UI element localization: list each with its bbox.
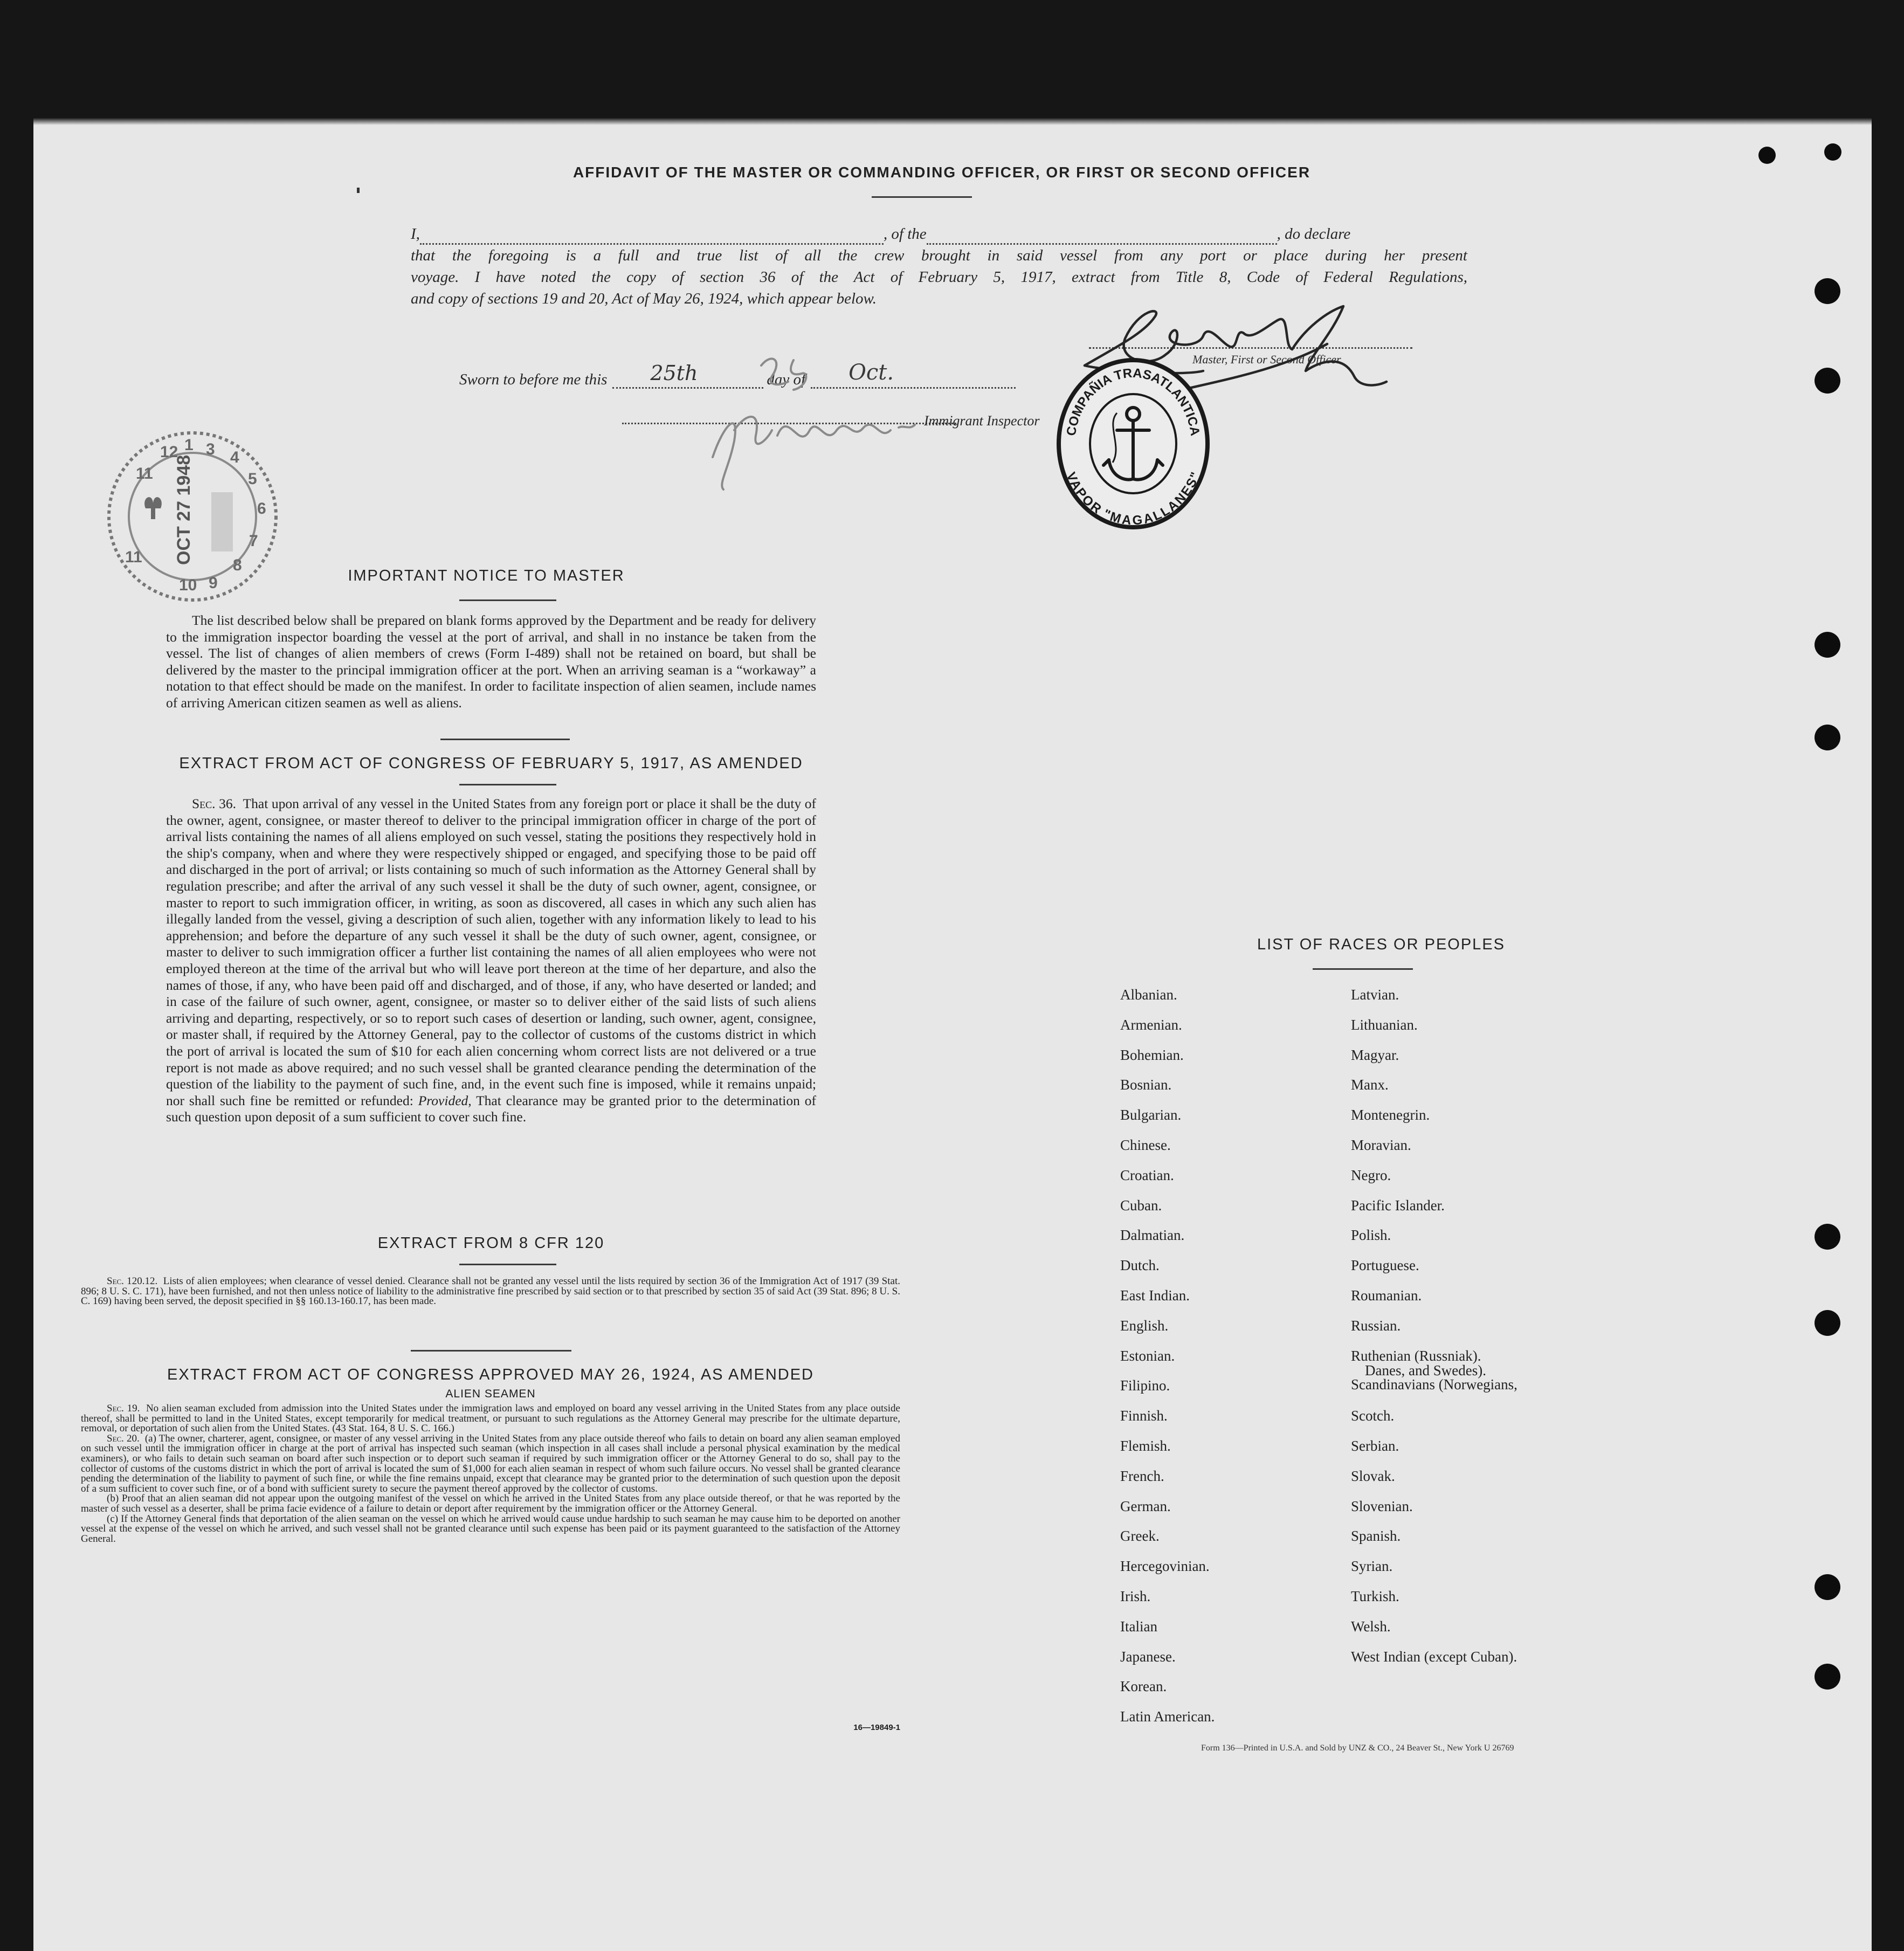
affidavit-title-rule bbox=[872, 196, 972, 198]
sec-19-text bbox=[81, 1404, 900, 1434]
race-item: East Indian. bbox=[1120, 1287, 1190, 1304]
vessel-name-line bbox=[927, 231, 1277, 245]
printer-imprint: Form 136—Printed in U.S.A. and Sold by UNZ & CO., 24 Beaver St., New York U 26769 bbox=[1201, 1743, 1514, 1753]
race-item: Irish. bbox=[1120, 1588, 1151, 1604]
ship-seal bbox=[1052, 355, 1214, 533]
race-item: Scandinavians (Norwegians, bbox=[1351, 1376, 1517, 1393]
race-item: Chinese. bbox=[1120, 1137, 1171, 1153]
punch-hole bbox=[1815, 1310, 1840, 1336]
vessel-prefix: , of the bbox=[883, 225, 927, 243]
svg-text:1: 1 bbox=[184, 436, 194, 454]
extract-1917-title: EXTRACT FROM ACT OF CONGRESS OF FEBRUARY 5, 1917, AS AMENDED bbox=[179, 755, 803, 772]
punch-hole bbox=[1815, 278, 1840, 304]
race-item: Turkish. bbox=[1351, 1588, 1399, 1604]
notice-text: The list described below shall be prepared on blank forms approved by the Department and be ready for delivery to the immigration inspector boarding the vessel at the port of arrival, and shall in no instance be taken from the vessel. The list of changes of alien members of crews (Form I-489) shall not be retained on board, but shall be delivered by the master to the principal immigration officer at the port. When an arriving seaman is a “workaway” a notation to that effect should be made on the manifest. In order to facilitate inspection of alien seamen, include names of arriving American citizen seamen as well as aliens. bbox=[166, 612, 816, 711]
sections-19-20 bbox=[81, 1404, 900, 1544]
svg-text:6: 6 bbox=[257, 500, 266, 518]
seal-bottom-text: VAPOR "MAGALLANES" bbox=[1063, 470, 1203, 528]
race-item: Bulgarian. bbox=[1120, 1107, 1182, 1123]
alien-seamen-subtitle: ALIEN SEAMEN bbox=[445, 1388, 536, 1400]
inspector-caption: Immigrant Inspector bbox=[924, 413, 1040, 429]
declarant-prefix: I, bbox=[411, 225, 420, 243]
race-item: Croatian. bbox=[1120, 1167, 1174, 1183]
extract-cfr-end-rule bbox=[411, 1350, 571, 1352]
extract-1924-title: EXTRACT FROM ACT OF CONGRESS APPROVED MAY 26, 1924, AS AMENDED bbox=[167, 1366, 814, 1383]
svg-text:10: 10 bbox=[179, 576, 197, 594]
declare-suffix: , do declare bbox=[1277, 225, 1351, 243]
sworn-month-value: Oct. bbox=[848, 360, 894, 385]
notice-rule bbox=[459, 599, 556, 601]
race-item: Pacific Islander. bbox=[1351, 1197, 1445, 1214]
race-item: Albanian. bbox=[1120, 987, 1177, 1003]
affidavit-first-line bbox=[411, 223, 1467, 245]
provided-label: Provided, bbox=[418, 1092, 472, 1108]
race-item: Magyar. bbox=[1351, 1046, 1399, 1063]
svg-text:8: 8 bbox=[233, 556, 242, 574]
race-item: Russian. bbox=[1351, 1317, 1401, 1334]
race-item: Danes, and Swedes). bbox=[1365, 1362, 1486, 1379]
race-item: Portuguese. bbox=[1351, 1257, 1419, 1274]
seal-top-text: COMPAÑIA TRASATLANTICA bbox=[1064, 366, 1203, 437]
race-item: Roumanian. bbox=[1351, 1287, 1422, 1304]
sec-20-label: Sec. 20. bbox=[107, 1432, 140, 1444]
race-item: Cuban. bbox=[1120, 1197, 1162, 1214]
races-rule bbox=[1313, 968, 1413, 970]
document-page bbox=[33, 118, 1872, 1951]
race-item: Japanese. bbox=[1120, 1648, 1176, 1665]
punch-hole bbox=[1758, 147, 1776, 164]
race-item: Italian bbox=[1120, 1618, 1157, 1635]
race-item: Slovak. bbox=[1351, 1467, 1395, 1484]
race-item: Latin American. bbox=[1120, 1708, 1215, 1725]
punch-hole bbox=[1824, 143, 1841, 161]
race-item: Armenian. bbox=[1120, 1016, 1182, 1033]
race-item: Welsh. bbox=[1351, 1618, 1391, 1635]
notice-title: IMPORTANT NOTICE TO MASTER bbox=[348, 567, 625, 584]
race-item: Syrian. bbox=[1351, 1558, 1393, 1575]
received-stamp bbox=[104, 428, 287, 605]
race-item: Flemish. bbox=[1120, 1438, 1171, 1454]
declarant-name-line bbox=[420, 231, 884, 245]
fleur-icon bbox=[144, 497, 162, 519]
sec-20-b-text: (b) Proof that an alien seaman did not appear upon the outgoing manifest of the vessel on which he arrived in the United States from any place outside thereof, or that he was reported by the master of such vessel as a deserter, shall be prima facie evidence of a failure to detain or deport after requirement by the immigration officer or the Attorney General. bbox=[81, 1493, 900, 1514]
svg-text:12: 12 bbox=[160, 443, 178, 461]
race-item: Lithuanian. bbox=[1351, 1016, 1418, 1033]
race-item: Ruthenian (Russniak). bbox=[1351, 1347, 1481, 1364]
day-handwriting bbox=[756, 349, 820, 398]
affidavit-title: AFFIDAVIT OF THE MASTER OR COMMANDING OFFICER, OR FIRST OR SECOND OFFICER bbox=[572, 164, 1311, 181]
provided-text: That clearance may be granted prior to the determination of such question upon deposit of a sum sufficient to cover such fine. bbox=[166, 1092, 817, 1125]
master-caption: Master, First or Second Officer. bbox=[1192, 353, 1343, 366]
svg-text:5: 5 bbox=[248, 470, 257, 488]
race-item: Serbian. bbox=[1351, 1438, 1399, 1454]
inspector-signature bbox=[702, 376, 939, 495]
race-item: Filipino. bbox=[1120, 1377, 1170, 1394]
race-item: Dutch. bbox=[1120, 1257, 1160, 1274]
sec-36-text bbox=[166, 796, 816, 1126]
sec-120-text bbox=[81, 1277, 900, 1307]
sec-36-label: Sec. 36. bbox=[192, 796, 236, 811]
race-item: German. bbox=[1120, 1498, 1171, 1514]
race-item: Slovenian. bbox=[1351, 1498, 1413, 1514]
race-item: Bohemian. bbox=[1120, 1046, 1184, 1063]
affidavit-line-2: voyage. I have noted the copy of section 36 of the Act of February 5, 1917, extract from Title 8, Code of Federal Regulations, bbox=[411, 268, 1467, 286]
race-item: Greek. bbox=[1120, 1528, 1160, 1545]
race-item: Montenegrin. bbox=[1351, 1107, 1430, 1123]
race-item: West Indian (except Cuban). bbox=[1351, 1648, 1517, 1665]
race-item: Latvian. bbox=[1351, 987, 1399, 1003]
affidavit-line-3: and copy of sections 19 and 20, Act of May 26, 1924, which appear below. bbox=[411, 290, 877, 307]
svg-text:7: 7 bbox=[249, 532, 258, 550]
sec-120-body: Lists of alien employees; when clearance of vessel denied. Clearance shall not be granted any vessel until the lists required by section 36 of the Immigration Act of 1917 (39 Stat. 896; 8 U. S. C. 171), have been furnished, and not then unless notice of liability to the administrative fine prescribed by said section or to that prescribed by section 35 of said Act (39 Stat. 896; 8 U. S. C. 169) having been served, the deposit specified in §§ 160.13-160.17, has been made. bbox=[81, 1276, 900, 1307]
notice-end-rule bbox=[440, 739, 570, 740]
punch-hole bbox=[1815, 725, 1840, 750]
race-item: Manx. bbox=[1351, 1077, 1389, 1093]
punch-hole bbox=[1815, 1224, 1840, 1250]
svg-text:4: 4 bbox=[230, 449, 239, 466]
extract-cfr-title: EXTRACT FROM 8 CFR 120 bbox=[377, 1235, 605, 1252]
affidavit-line-1: that the foregoing is a full and true list of all the crew brought in said vessel from any port or place during her present bbox=[411, 247, 1467, 264]
extract-cfr-rule bbox=[459, 1264, 556, 1265]
race-item: Negro. bbox=[1351, 1167, 1391, 1183]
sec-19-body: No alien seaman excluded from admission into the United States under the immigration laws and employed on board any vessel arriving in the United States from any place outside thereof, shall be permitted to land in the United States, except temporarily for medical treatment, or pursuant to such regulations as the Attorney General may prescribe for the ultimate departure, removal, or deportation of such alien from the United States. (43 Stat. 164, 8 U. S. C. 166.) bbox=[81, 1403, 900, 1435]
svg-text:11: 11 bbox=[136, 465, 153, 482]
sworn-day-value: 25th bbox=[650, 361, 698, 385]
sec-120-label: Sec. 120.12. bbox=[107, 1276, 158, 1287]
extract-1917-rule bbox=[459, 784, 556, 785]
race-item: French. bbox=[1120, 1467, 1164, 1484]
race-item: Polish. bbox=[1351, 1227, 1391, 1244]
svg-text:11: 11 bbox=[125, 548, 142, 566]
punch-hole bbox=[1815, 632, 1840, 658]
punch-hole bbox=[1815, 1574, 1840, 1600]
sworn-prefix: Sworn to before me this bbox=[459, 371, 608, 388]
sec-36-body: That upon arrival of any vessel in the United States from any foreign port or place it shall be the duty of the owner, agent, consignee, or master thereof to deliver to the principal immigration officer in charge of the port of arrival lists containing the names of all aliens employed on such vessel, stating the positions they respectively hold in the ship's company, when and where they were respectively shipped or engaged, and specifying those to be paid off and discharged in the port of arrival; or lists containing so much of such information as the Attorney General shall by regulation prescribe; and after the arrival of any such vessel it shall be the duty of such owner, agent, consignee, or master to report to such immigration officer, in writing, as soon as discovered, all cases in which any such alien has illegally landed from the vessel, giving a description of such alien, together with any information likely to lead to his apprehension; and before the departure of any such vessel it shall be the duty of such owner, agent, consignee, or master to deliver to such immigration officer a further list containing the names of all alien employees who were not employed thereon at the time of the arrival but who will leave port thereon at the time of her departure, and also the names of those, if any, who have been paid off and discharged, and of those, if any, who have deserted or landed; and in case of the failure of such owner, agent, consignee, or master so to deliver either of the said lists of such aliens arriving and departing, respectively, or so to report such cases of desertion or landing, such owner, agent, consignee, or master shall, if required by the Attorney General, pay to the collector of customs of the customs district in which the port of arrival is located the sum of $10 for each alien concerning whom correct lists are not delivered or a true report is not made as above required; and no such vessel shall be granted clearance pending the determination of the question of the liability to the payment of such fine, and, in the event such fine is imposed, while it remains unpaid; nor shall such fine be remitted or refunded: bbox=[166, 796, 816, 1108]
sec-20-c-text: (c) If the Attorney General finds that deportation of the alien seaman on the vessel on which he arrived would cause undue hardship to such seaman he may cause him to be deported on another vessel at the expense of the vessel on which he arrived, and such vessel shall not be granted clearance until such expense has been paid or its payment guaranteed to the satisfaction of the Attorney General. bbox=[81, 1513, 900, 1545]
sec-20-body: (a) The owner, charterer, agent, consignee, or master of any vessel arriving in the United States from any place outside thereof who fails to detain on board any alien seaman employed on such vessel until the immigration officer in charge at the port of arrival has inspected such seaman (which inspection in all cases shall include a personal physical examination by the medical examiners), or who fails to detain such seaman on board after such inspection or to deport such seaman if required by such immigration officer or the Attorney General to do so, shall pay to the collector of customs of the customs district in which the port of arrival is located the sum of $1,000 for each alien seaman in respect of whom such failure occurs. No vessel shall be granted clearance pending the determination of the liability to payment of such fine, or while the fine remains unpaid, except that clearance may be granted prior to the determination of such question upon the deposit of a sum sufficient to cover such fine, or of a bond with sufficient surety to secure the payment thereof approved by the collector of customs. bbox=[81, 1432, 900, 1494]
sec-19-label: Sec. 19. bbox=[107, 1403, 140, 1414]
race-item: Scotch. bbox=[1351, 1408, 1395, 1424]
races-title: LIST OF RACES OR PEOPLES bbox=[1257, 936, 1506, 953]
race-item: Spanish. bbox=[1351, 1528, 1401, 1545]
race-item: Estonian. bbox=[1120, 1347, 1175, 1364]
punch-hole bbox=[1815, 368, 1840, 394]
sworn-mid: day of bbox=[767, 371, 806, 388]
race-item: Hercegovinian. bbox=[1120, 1558, 1210, 1575]
race-item: Dalmatian. bbox=[1120, 1227, 1185, 1244]
form-code: 16—19849-1 bbox=[853, 1723, 900, 1732]
race-item: Korean. bbox=[1120, 1678, 1167, 1695]
race-item: Finnish. bbox=[1120, 1408, 1168, 1424]
race-item: English. bbox=[1120, 1317, 1169, 1334]
race-item: Moravian. bbox=[1351, 1137, 1411, 1153]
race-item: Bosnian. bbox=[1120, 1077, 1172, 1093]
punch-hole bbox=[1815, 1664, 1840, 1690]
svg-text:3: 3 bbox=[206, 440, 215, 458]
stamp-date: OCT 27 1948 bbox=[174, 454, 194, 565]
stray-mark bbox=[357, 188, 360, 193]
svg-text:9: 9 bbox=[209, 574, 218, 592]
sec-20-text bbox=[81, 1434, 900, 1494]
